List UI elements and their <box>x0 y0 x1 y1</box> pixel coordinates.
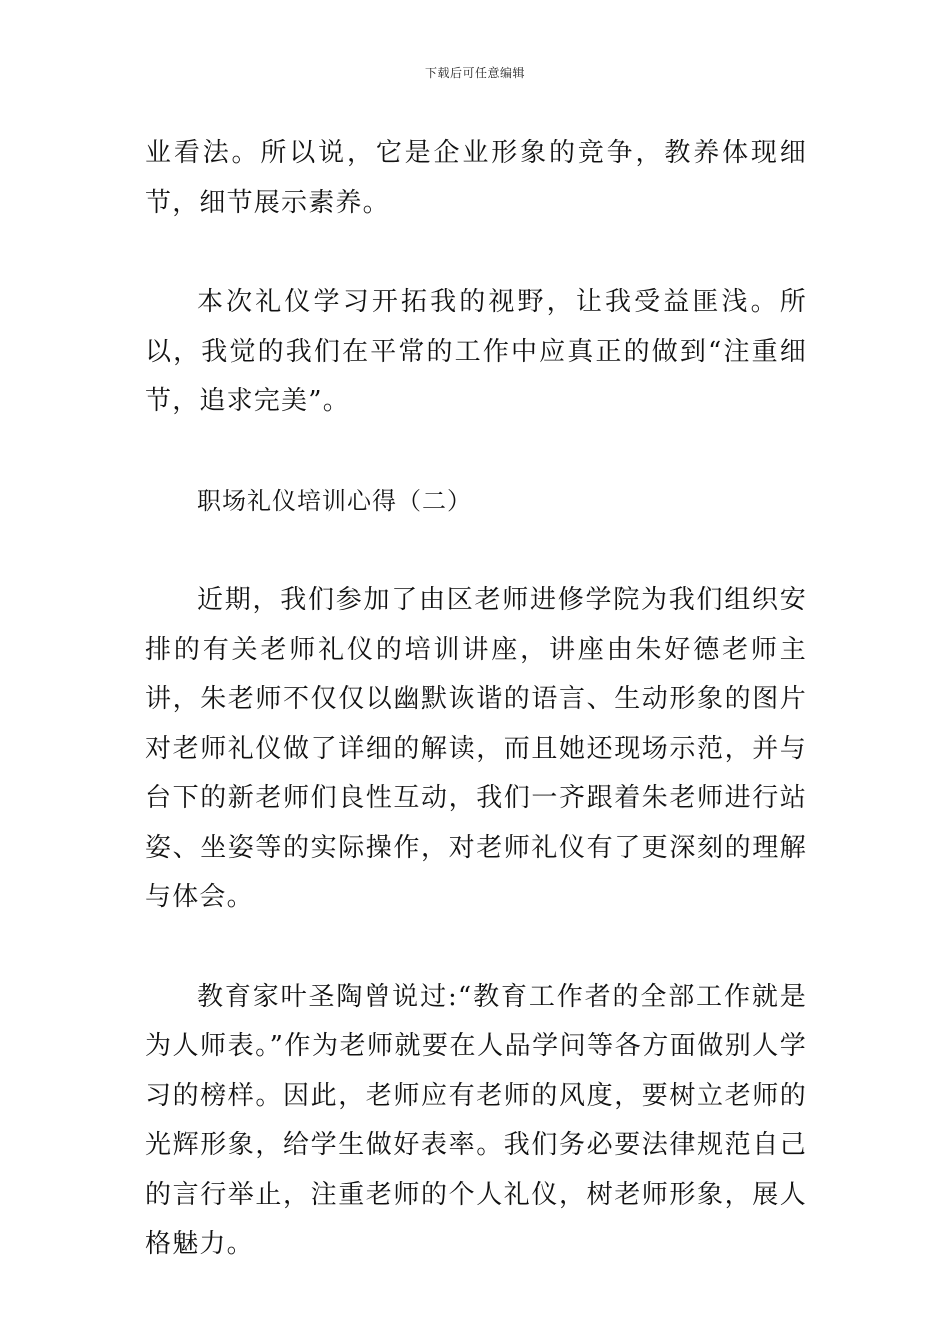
document-body <box>145 129 807 1270</box>
paragraph-gap <box>145 228 807 278</box>
paragraph-educator-quote: 教育家叶圣陶曾说过:“教育工作者的全部工作就是为人师表。”作为老师就要在人品学问等各方面做别人学习的榜样。因此，老师应有老师的风度，要树立老师的光辉形象，给学生做好表率。我们务必要法律规范自己的言行举止，注重老师的个人礼仪，树老师形象，展人格魅力。 <box>145 981 807 1259</box>
paragraph-gap <box>145 526 807 576</box>
paragraph-continuation: 业看法。所以说，它是企业形象的竞争，教养体现细节，细节展示素养。 <box>145 138 807 218</box>
section-heading: 职场礼仪培训心得（二） <box>197 486 472 515</box>
paragraph-training-lecture: 近期，我们参加了由区老师进修学院为我们组织安排的有关老师礼仪的培训讲座，讲座由朱好德老师主讲，朱老师不仅仅以幽默诙谐的语言、生动形象的图片对老师礼仪做了详细的解读，而且她还现场示范，并与台下的新老师们良性互动，我们一齐跟着朱老师进行站姿、坐姿等的实际操作，对老师礼仪有了更深刻的理解与体会。 <box>145 585 807 912</box>
paragraph-gap <box>145 923 807 973</box>
paragraph-gap <box>145 427 807 477</box>
page-header: 下载后可任意编辑 <box>424 66 525 80</box>
paragraph-etiquette-study: 本次礼仪学习开拓我的视野，让我受益匪浅。所以，我觉的我们在平常的工作中应真正的做到“注重细节，追求完美”。 <box>145 287 807 416</box>
